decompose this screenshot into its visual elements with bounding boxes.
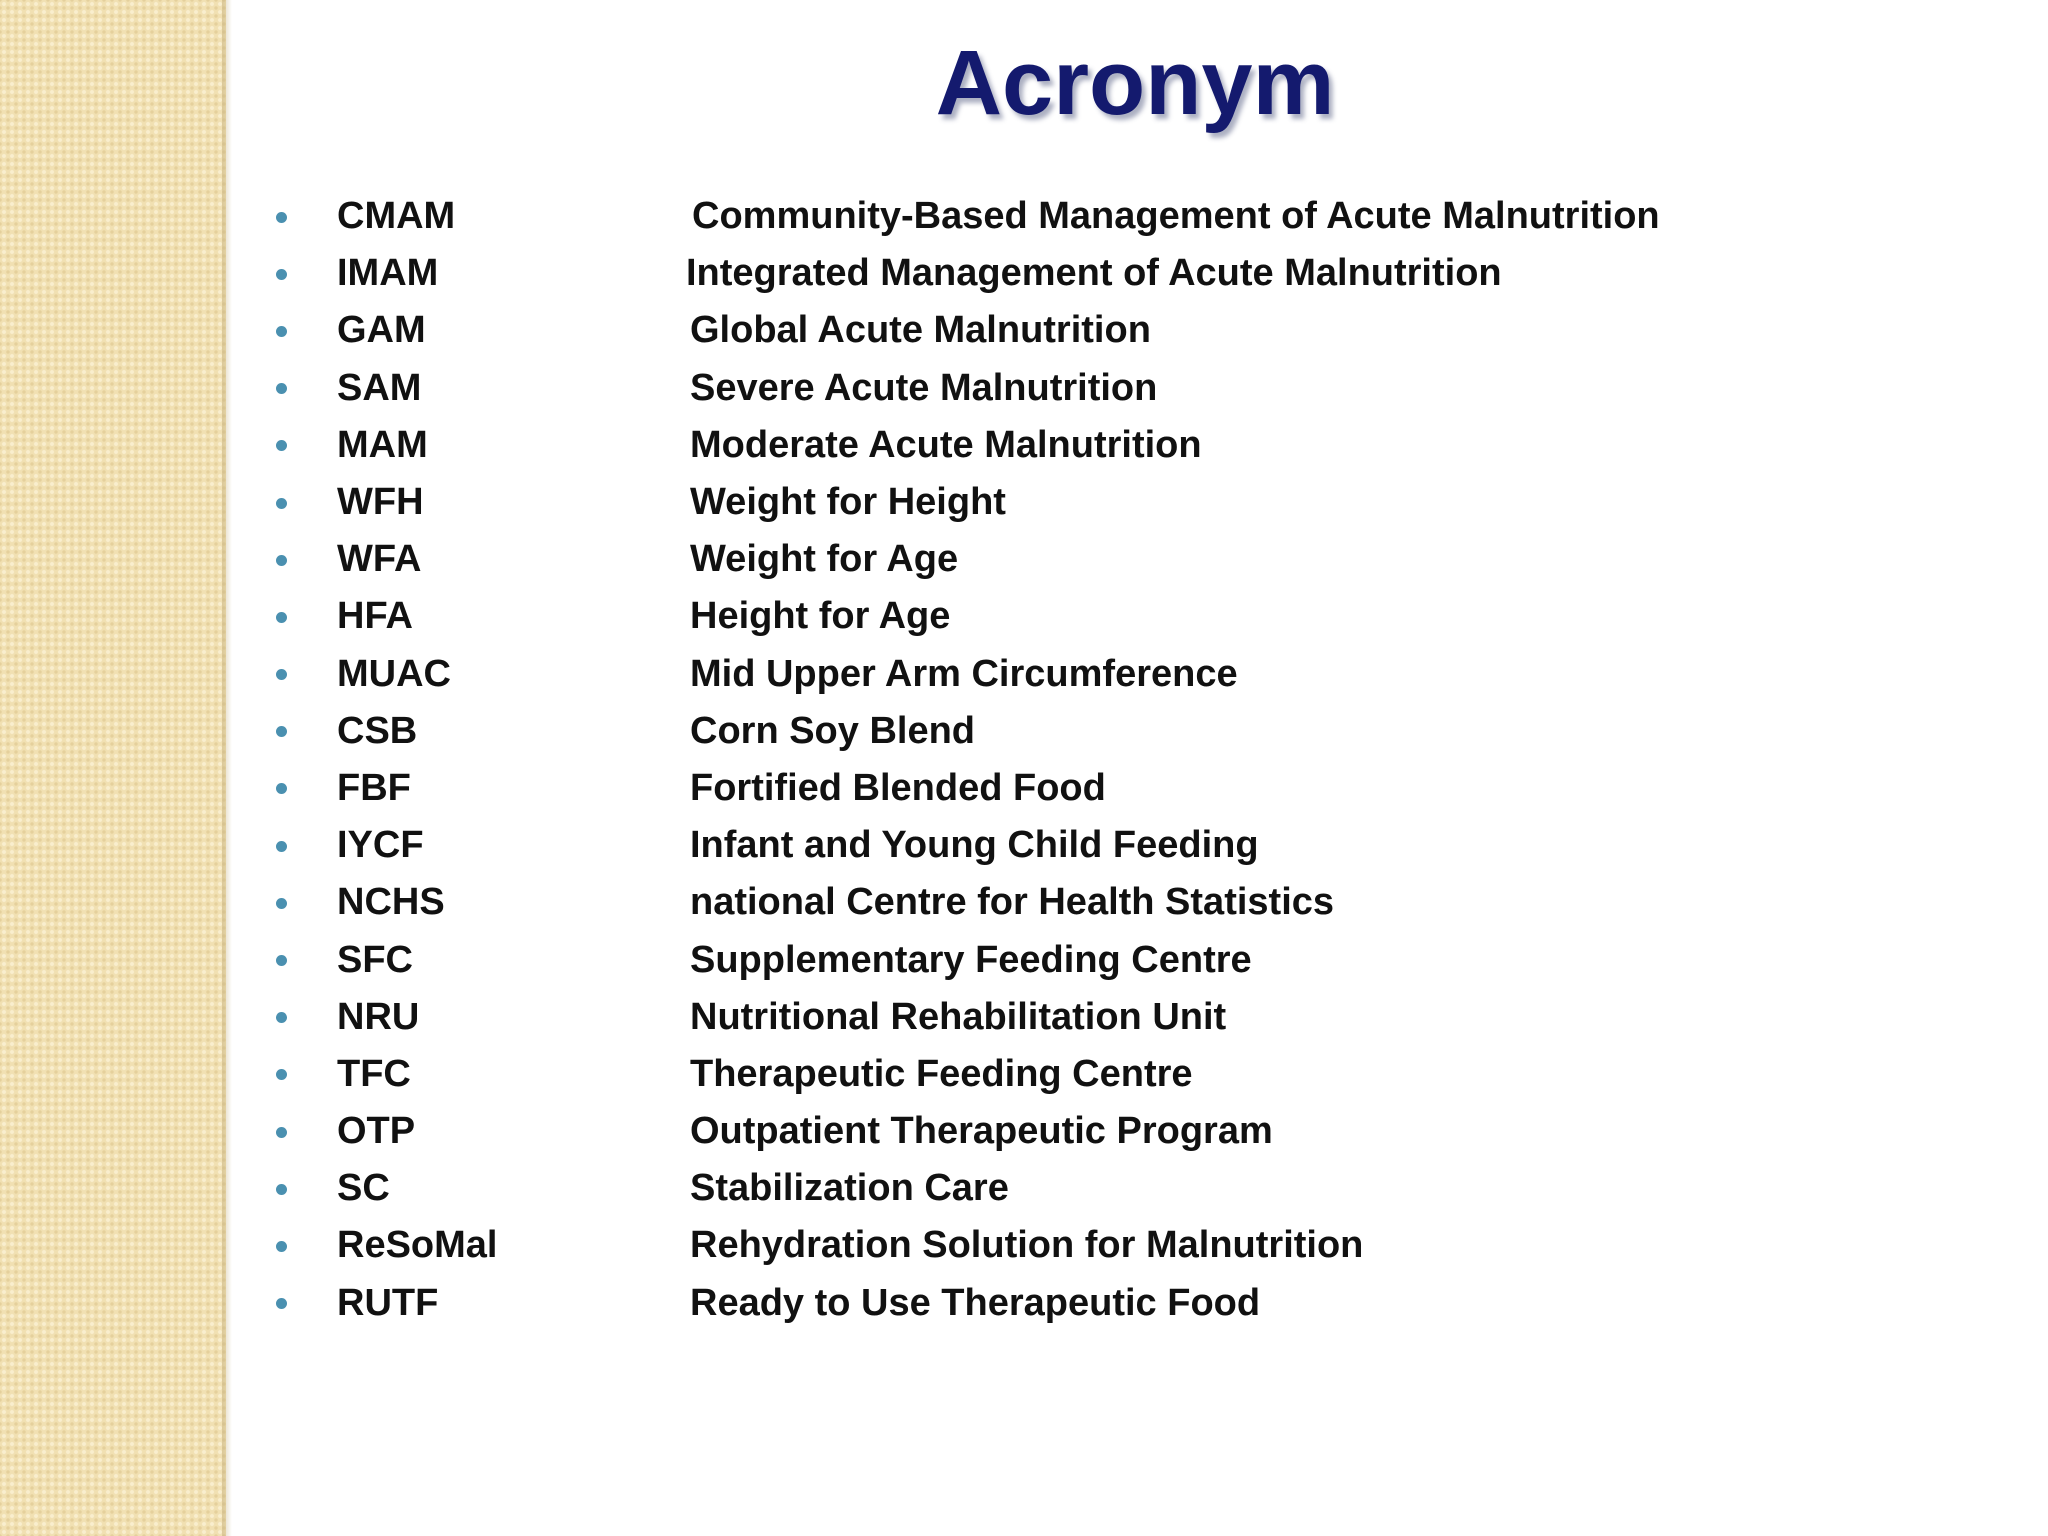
acronym-abbreviation: SFC	[337, 938, 413, 981]
acronym-row	[270, 760, 2010, 817]
bullet-icon	[276, 1241, 287, 1252]
bullet-icon	[276, 440, 287, 451]
acronym-meaning: Nutritional Rehabilitation Unit	[690, 995, 1227, 1038]
acronym-abbreviation: IYCF	[337, 824, 424, 867]
acronym-row	[270, 989, 2010, 1046]
bullet-icon	[276, 498, 287, 509]
acronym-meaning: Community-Based Management of Acute Malnutrition	[692, 195, 1660, 238]
acronym-row	[270, 302, 2010, 359]
acronym-abbreviation: TFC	[337, 1052, 411, 1095]
acronym-meaning: Fortified Blended Food	[690, 766, 1106, 809]
bullet-icon	[276, 383, 287, 394]
bullet-icon	[276, 669, 287, 680]
acronym-row	[270, 1275, 2010, 1332]
slide-title: Acronym	[935, 32, 1335, 134]
acronym-row	[270, 1217, 2010, 1274]
acronym-meaning: Integrated Management of Acute Malnutrition	[686, 252, 1502, 295]
acronym-row	[270, 703, 2010, 760]
acronym-meaning: Moderate Acute Malnutrition	[690, 423, 1202, 466]
acronym-abbreviation: FBF	[337, 766, 411, 809]
acronym-row	[270, 360, 2010, 417]
acronym-row	[270, 474, 2010, 531]
acronym-row	[270, 588, 2010, 645]
bullet-icon	[276, 1127, 287, 1138]
acronym-abbreviation: MUAC	[337, 652, 451, 695]
acronym-meaning: Stabilization Care	[690, 1167, 1009, 1210]
acronym-abbreviation: ReSoMal	[337, 1224, 498, 1267]
acronym-row	[270, 1046, 2010, 1103]
acronym-row	[270, 1160, 2010, 1217]
acronym-row	[270, 931, 2010, 988]
bullet-icon	[276, 783, 287, 794]
acronym-abbreviation: RUTF	[337, 1281, 439, 1324]
acronym-list	[270, 188, 2010, 1332]
acronym-row	[270, 417, 2010, 474]
bullet-icon	[276, 1012, 287, 1023]
acronym-abbreviation: WFA	[337, 538, 422, 581]
acronym-abbreviation: CMAM	[337, 195, 456, 238]
acronym-abbreviation: MAM	[337, 423, 428, 466]
acronym-meaning: Rehydration Solution for Malnutrition	[690, 1224, 1364, 1267]
acronym-abbreviation: IMAM	[337, 252, 439, 295]
bullet-icon	[276, 269, 287, 280]
bullet-icon	[276, 555, 287, 566]
acronym-row	[270, 646, 2010, 703]
decorative-side-band	[0, 0, 226, 1536]
acronym-abbreviation: CSB	[337, 709, 418, 752]
acronym-meaning: Mid Upper Arm Circumference	[690, 652, 1238, 695]
acronym-row	[270, 531, 2010, 588]
acronym-abbreviation: NCHS	[337, 881, 445, 924]
acronym-row	[270, 817, 2010, 874]
acronym-meaning: Outpatient Therapeutic Program	[690, 1110, 1273, 1153]
acronym-row	[270, 874, 2010, 931]
acronym-abbreviation: NRU	[337, 995, 420, 1038]
acronym-abbreviation: OTP	[337, 1110, 416, 1153]
bullet-icon	[276, 841, 287, 852]
bullet-icon	[276, 726, 287, 737]
acronym-abbreviation: HFA	[337, 595, 413, 638]
acronym-meaning: national Centre for Health Statistics	[690, 881, 1335, 924]
bullet-icon	[276, 212, 287, 223]
bullet-icon	[276, 1069, 287, 1080]
acronym-meaning: Global Acute Malnutrition	[690, 309, 1151, 352]
bullet-icon	[276, 898, 287, 909]
bullet-icon	[276, 326, 287, 337]
acronym-meaning: Severe Acute Malnutrition	[690, 366, 1158, 409]
acronym-row	[270, 245, 2010, 302]
acronym-abbreviation: GAM	[337, 309, 426, 352]
acronym-meaning: Therapeutic Feeding Centre	[690, 1052, 1193, 1095]
bullet-icon	[276, 612, 287, 623]
acronym-abbreviation: SAM	[337, 366, 422, 409]
acronym-meaning: Ready to Use Therapeutic Food	[690, 1281, 1261, 1324]
bullet-icon	[276, 1298, 287, 1309]
acronym-meaning: Supplementary Feeding Centre	[690, 938, 1252, 981]
acronym-meaning: Weight for Age	[690, 538, 959, 581]
acronym-abbreviation: SC	[337, 1167, 390, 1210]
side-band-shadow	[222, 0, 232, 1536]
acronym-meaning: Weight for Height	[690, 481, 1006, 524]
acronym-row	[270, 1103, 2010, 1160]
acronym-abbreviation: WFH	[337, 481, 424, 524]
bullet-icon	[276, 1184, 287, 1195]
acronym-meaning: Corn Soy Blend	[690, 709, 976, 752]
acronym-meaning: Infant and Young Child Feeding	[690, 824, 1259, 867]
bullet-icon	[276, 955, 287, 966]
acronym-row	[270, 188, 2010, 245]
acronym-meaning: Height for Age	[690, 595, 951, 638]
